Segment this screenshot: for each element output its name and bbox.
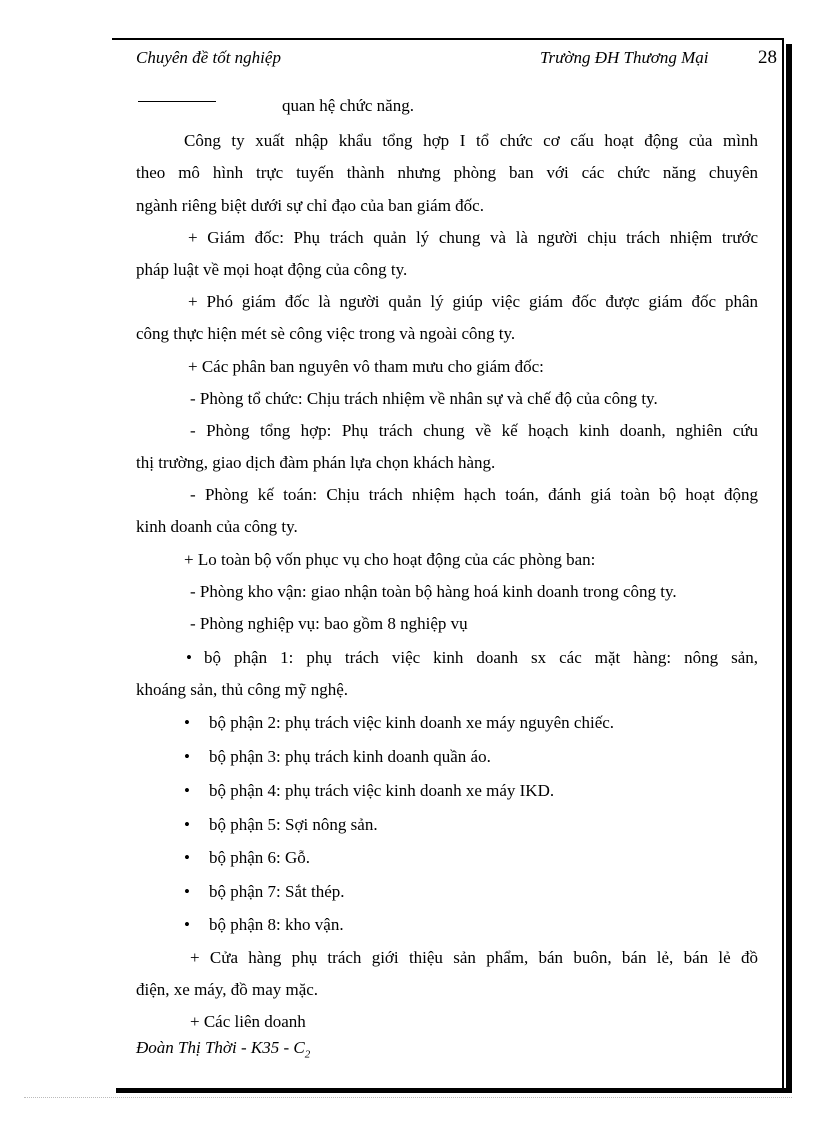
header-left-title: Chuyên đề tốt nghiệp: [136, 48, 281, 67]
page-border-shadow: [786, 44, 792, 1092]
bullet-icon: •: [184, 815, 190, 834]
body-line: bộ phận 5: Sợi nông sản.: [209, 815, 378, 834]
body-line: theo mô hình trực tuyến thành nhưng phòng ban với các chức năng chuyên: [136, 163, 758, 182]
body-line: - Phòng tổng hợp: Phụ trách chung về kế hoạch kinh doanh, nghiên cứu: [190, 421, 758, 440]
page-border-bottom-shadow: [116, 1088, 792, 1093]
footer-text: Đoàn Thị Thời - K35 - C: [136, 1038, 305, 1057]
body-line: + Các phân ban nguyên vô tham mưu cho giám đốc:: [188, 357, 544, 376]
footer-author: [136, 1038, 310, 1060]
body-line: điện, xe máy, đồ may mặc.: [136, 980, 319, 999]
bullet-icon: •: [184, 781, 190, 800]
bullet-icon: •: [184, 915, 190, 934]
body-line: bộ phận 3: phụ trách kinh doanh quần áo.: [209, 747, 491, 766]
body-line: - Phòng kho vận: giao nhận toàn bộ hàng hoá kinh doanh trong công ty.: [190, 582, 677, 601]
body-line: bộ phận 2: phụ trách việc kinh doanh xe máy nguyên chiếc.: [209, 713, 615, 732]
body-line: - Phòng kế toán: Chịu trách nhiệm hạch toán, đánh giá toàn bộ hoạt động: [190, 485, 758, 504]
body-line: + Cửa hàng phụ trách giới thiệu sản phẩm, bán buôn, bán lẻ, bán lẻ đồ: [190, 948, 758, 967]
body-line: ngành riêng biệt dưới sự chỉ đạo của ban giám đốc.: [136, 196, 484, 215]
body-line: + Các liên doanh: [190, 1012, 306, 1031]
body-line: bộ phận 8: kho vận.: [209, 915, 344, 934]
page-number: 28: [758, 47, 777, 68]
body-line: pháp luật về mọi hoạt động của công ty.: [136, 260, 408, 279]
body-line: bộ phận 1: phụ trách việc kinh doanh sx các mặt hàng: nông sản,: [204, 648, 758, 667]
body-line: kinh doanh của công ty.: [136, 517, 298, 536]
body-line: bộ phận 7: Sắt thép.: [209, 882, 345, 901]
footnote-rule: [138, 101, 216, 102]
bullet-icon: •: [184, 848, 190, 867]
body-line: quan hệ chức năng.: [282, 96, 414, 115]
body-line: + Phó giám đốc là người quản lý giúp việc giám đốc được giám đốc phân: [188, 292, 758, 311]
body-line: bộ phận 4: phụ trách việc kinh doanh xe máy IKD.: [209, 781, 555, 800]
header-right-title: Trường ĐH Thương Mại: [540, 48, 709, 67]
body-line: thị trường, giao dịch đàm phán lựa chọn khách hàng.: [136, 453, 496, 472]
body-line: - Phòng nghiệp vụ: bao gồm 8 nghiệp vụ: [190, 614, 468, 633]
bullet-icon: •: [184, 713, 190, 732]
body-line: công thực hiện mét sè công việc trong và ngoài công ty.: [136, 324, 516, 343]
page-border-top: [112, 38, 784, 40]
bullet-icon: •: [184, 882, 190, 901]
body-line: + Giám đốc: Phụ trách quản lý chung và là người chịu trách nhiệm trước: [188, 228, 758, 247]
page-border-right: [782, 38, 784, 1088]
bullet-icon: •: [184, 747, 190, 766]
body-line: + Lo toàn bộ vốn phục vụ cho hoạt động của các phòng ban:: [184, 550, 596, 569]
body-line: - Phòng tổ chức: Chịu trách nhiệm về nhân sự và chế độ của công ty.: [190, 389, 658, 408]
body-line: Công ty xuất nhập khẩu tổng hợp I tổ chức cơ cấu hoạt động của mình: [184, 131, 758, 150]
body-line: bộ phận 6: Gỗ.: [209, 848, 311, 867]
bullet-icon: •: [186, 648, 192, 667]
body-line: khoáng sản, thủ công mỹ nghệ.: [136, 680, 348, 699]
footer-subscript: 2: [304, 1048, 311, 1061]
page-break-dotted-line: [24, 1097, 792, 1098]
